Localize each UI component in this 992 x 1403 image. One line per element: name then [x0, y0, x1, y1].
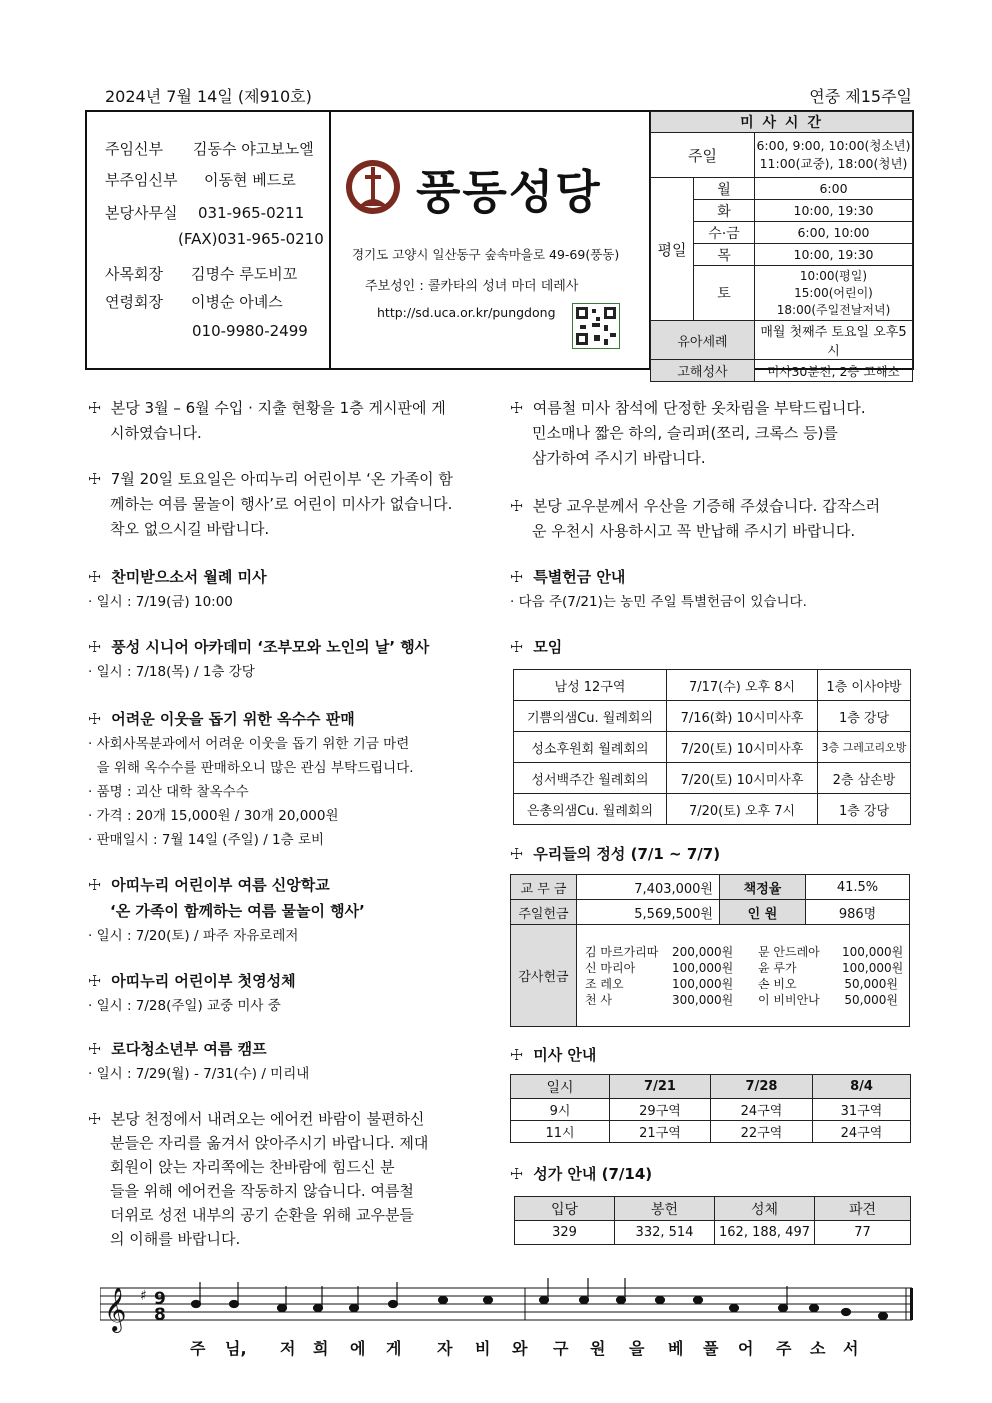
staff-label: 본당사무실: [105, 204, 178, 222]
meeting-time: 7/20(토) 10시미사후: [667, 732, 818, 763]
thanks-amount: 300,000원: [672, 992, 734, 1007]
giving-amount: 5,569,500원: [577, 900, 720, 925]
giving-table: [510, 874, 910, 1027]
church-name: 풍동성당: [416, 165, 602, 219]
church-logo: [343, 158, 403, 216]
hymn-number: 329: [515, 1221, 615, 1245]
svg-text:♯: ♯: [140, 1288, 147, 1304]
notice-line: 께하는 여름 물놀이 행사’로 어린이 미사가 없습니다.: [110, 495, 453, 513]
notice-line: 분들은 자리를 옮겨서 앉아주시기 바랍니다. 제대: [110, 1134, 429, 1152]
notice-paragraph: [88, 396, 493, 446]
hymn-header: 입당: [515, 1197, 615, 1221]
meeting-place: 1층 이사야방: [818, 670, 911, 701]
section: [88, 968, 296, 1018]
thanks-name: 김 마르가리따: [585, 944, 659, 959]
thanks-amount: 50,000원: [844, 992, 898, 1007]
notice-line: 민소매나 짧은 하의, 슬리퍼(쪼리, 크록스 등)를: [532, 424, 838, 442]
cross-icon: ☩: [88, 568, 102, 586]
hymn-number: 162, 188, 497: [715, 1221, 815, 1245]
lyric-syllable: 구: [553, 1339, 569, 1358]
weekday-time: 6:00: [755, 178, 913, 200]
thanks-amount: 100,000원: [842, 944, 904, 959]
mass-district: 21구역: [610, 1121, 711, 1143]
section-item: · 품명 : 괴산 대학 찰옥수수: [88, 784, 249, 800]
cross-icon: ☩: [510, 399, 524, 417]
giving-label: 교 무 금: [511, 875, 577, 900]
saturday-day: 토: [694, 266, 755, 321]
meeting-name: 성서백주간 월례회의: [514, 763, 667, 794]
section: [88, 706, 493, 852]
meeting-place: 2층 삼손방: [818, 763, 911, 794]
saturday-line: 10:00(평일): [799, 268, 868, 283]
lyric-syllable: 소: [810, 1339, 826, 1358]
notice-line: 여름철 미사 참석에 단정한 옷차림을 부탁드립니다.: [532, 399, 866, 417]
lyric-syllable: 비: [475, 1339, 491, 1358]
section-item: · 다음 주(7/21)는 농민 주일 특별헌금이 있습니다.: [510, 594, 807, 610]
section-title: 우리들의 정성 (7/1 ~ 7/7): [533, 845, 721, 863]
meetings-table: [513, 669, 911, 825]
lyric-syllable: 풀: [703, 1339, 719, 1358]
sunday-label: 주일: [651, 133, 755, 178]
section-title: 풍성 시니어 아카데미 ‘조부모와 노인의 날’ 행사: [111, 638, 430, 656]
cross-icon: ☩: [88, 710, 102, 728]
notice-line: 삼가하여 주시기 바랍니다.: [532, 449, 706, 467]
staff-value: 김동수 야고보노엘: [193, 140, 314, 158]
weekday-time: 6:00, 10:00: [755, 222, 913, 244]
section-item: · 일시 : 7/19(금) 10:00: [88, 594, 233, 610]
mass-district: 31구역: [813, 1099, 911, 1121]
saturday-times: [755, 266, 913, 321]
notice-line: 착오 없으시길 바랍니다.: [110, 520, 270, 538]
svg-text:9: 9: [154, 1289, 166, 1309]
section-heading: [510, 1042, 596, 1068]
mass-district: 29구역: [610, 1099, 711, 1121]
lyrics-row: [0, 1336, 992, 1360]
section: [88, 1036, 309, 1086]
church-address: 경기도 고양시 일산동구 숲속마을로 49-69(풍동): [352, 247, 620, 262]
lyric-syllable: 주: [776, 1339, 792, 1358]
thanks-label: 감사헌금: [511, 925, 577, 1027]
thanks-name: 윤 루가: [758, 960, 797, 975]
section-item: · 일시 : 7/18(목) / 1층 강당: [88, 664, 255, 680]
thanks-name: 신 마리아: [585, 960, 636, 975]
staff-value: (FAX)031-965-0210: [178, 230, 324, 248]
section: [88, 564, 267, 614]
notice-line: 회원이 앉는 자리쪽에는 찬바람에 힘드신 분: [110, 1158, 395, 1176]
meeting-place: 3층 그레고리오방: [818, 732, 911, 763]
sunday-line: 6:00, 9:00, 10:00(청소년): [756, 138, 911, 153]
giving-label: 책정율: [720, 875, 806, 900]
mass-time: 11시: [511, 1121, 610, 1143]
weekday-time: 10:00, 19:30: [755, 244, 913, 266]
meeting-name: 성소후원회 월례회의: [514, 732, 667, 763]
notice-line: 들을 위해 에어컨을 작동하지 않습니다. 여름철: [110, 1182, 414, 1200]
weekday-time: 10:00, 19:30: [755, 200, 913, 222]
staff-value: 이동현 베드로: [204, 171, 296, 189]
sunday-line: 11:00(교중), 18:00(청년): [759, 156, 908, 171]
cross-icon: ☩: [510, 568, 524, 586]
baptism-label: 유아세례: [651, 321, 755, 360]
cross-icon: ☩: [510, 845, 524, 863]
lyric-syllable: 자: [437, 1339, 453, 1358]
section-heading: [510, 634, 562, 660]
section: [510, 564, 807, 614]
lyric-syllable: 원: [590, 1339, 606, 1358]
thanks-amount: 50,000원: [844, 976, 898, 991]
section-item: · 가격 : 20개 15,000원 / 30개 20,000원: [88, 808, 339, 824]
lyric-syllable: 베: [668, 1339, 684, 1358]
notice-line: 더위로 성전 내부의 공기 순환을 위해 교우분들: [110, 1206, 414, 1224]
section-title: 성가 안내 (7/14): [533, 1165, 653, 1183]
thanks-amount: 100,000원: [672, 976, 734, 991]
lyric-syllable: 와: [512, 1339, 528, 1358]
lyric-syllable: 어: [738, 1339, 754, 1358]
mass-col-header: 7/28: [711, 1075, 813, 1099]
saturday-line: 15:00(어린이): [794, 285, 873, 300]
confession-value: 미사30분전, 2층 고해소: [755, 360, 913, 382]
notice-line: 본당 3월 – 6월 수입 · 지출 현황을 1층 게시판에 게: [110, 399, 446, 417]
section-title: 미사 안내: [533, 1046, 597, 1064]
cross-icon: ☩: [88, 399, 102, 417]
issue-date: 2024년 7월 14일 (제910호): [105, 87, 312, 106]
staff-value: 010-9980-2499: [192, 322, 308, 340]
cross-icon: ☩: [510, 497, 524, 515]
notice-line: 시하였습니다.: [110, 424, 202, 442]
cross-icon: ☩: [88, 470, 102, 488]
mass-assignment-table: [510, 1074, 911, 1143]
section-title: 아띠누리 어린이부 첫영성체: [111, 972, 296, 990]
cross-icon: ☩: [88, 972, 102, 990]
giving-value: 986명: [806, 900, 910, 925]
cross-icon: ☩: [510, 1165, 524, 1183]
hymn-header: 봉헌: [615, 1197, 715, 1221]
notice-paragraph: [88, 1107, 493, 1251]
staff-value: 031-965-0211: [198, 204, 305, 222]
thanks-name: 조 레오: [585, 976, 624, 991]
meeting-place: 1층 강당: [818, 701, 911, 732]
notice-line: 본당 교우분께서 우산을 기증해 주셨습니다. 갑작스러: [532, 497, 881, 515]
thanks-amount: 200,000원: [672, 944, 734, 959]
mass-time: 9시: [511, 1099, 610, 1121]
thanks-name: 손 비오: [758, 976, 797, 991]
header-divider-1: [329, 110, 331, 370]
notice-line: 의 이해를 바랍니다.: [110, 1230, 241, 1248]
hymn-table: [514, 1196, 911, 1245]
staff-label: 사목회장: [105, 265, 163, 283]
svg-text:𝄞: 𝄞: [104, 1287, 127, 1331]
weekday-day: 수·금: [694, 222, 755, 244]
weekday-day: 화: [694, 200, 755, 222]
section-title: ‘온 가족이 함께하는 여름 물놀이 행사’: [110, 902, 365, 920]
meeting-time: 7/16(화) 10시미사후: [667, 701, 818, 732]
music-staff: [100, 1278, 915, 1333]
notice-line: 7월 20일 토요일은 아띠누리 어린이부 ‘온 가족이 함: [110, 470, 453, 488]
staff-label: 연령회장: [105, 293, 163, 311]
cross-icon: ☩: [88, 638, 102, 656]
section-item: · 일시 : 7/29(월) - 7/31(수) / 미리내: [88, 1066, 310, 1082]
section-title: 찬미받으소서 월례 미사: [111, 568, 267, 586]
section-title: 아띠누리 어린이부 여름 신앙학교: [111, 876, 330, 894]
section-title: 어려운 이웃을 돕기 위한 옥수수 판매: [111, 710, 355, 728]
giving-label: 인 원: [720, 900, 806, 925]
mass-district: 22구역: [711, 1121, 813, 1143]
lyric-syllable: 을: [629, 1339, 645, 1358]
meeting-name: 남성 12구역: [514, 670, 667, 701]
thanks-list: [577, 925, 910, 1027]
thanks-amount: 100,000원: [672, 960, 734, 975]
section-item: · 판매일시 : 7월 14일 (주일) / 1층 로비: [88, 832, 325, 848]
cross-icon: ☩: [88, 1040, 102, 1058]
meeting-time: 7/20(토) 10시미사후: [667, 763, 818, 794]
staff-value: 이병순 아녜스: [191, 293, 283, 311]
staff-label: 주임신부: [105, 140, 163, 158]
church-url[interactable]: http://sd.uca.or.kr/pungdong: [377, 305, 556, 320]
hymn-number: 332, 514: [615, 1221, 715, 1245]
section-title: 로다청소년부 여름 캠프: [111, 1040, 267, 1058]
section: [88, 872, 365, 948]
cross-icon: ☩: [510, 1046, 524, 1064]
confession-label: 고해성사: [651, 360, 755, 382]
notice-line: 본당 천정에서 내려오는 에어컨 바람이 불편하신: [110, 1110, 425, 1128]
meeting-name: 기쁨의샘Cu. 월례회의: [514, 701, 667, 732]
cross-icon: ☩: [510, 638, 524, 656]
thanks-name: 문 안드레아: [758, 944, 820, 959]
meeting-place: 1층 강당: [818, 794, 911, 825]
section-heading: [510, 1161, 652, 1187]
section-item: 을 위해 옥수수를 판매하오니 많은 관심 부탁드립니다.: [88, 760, 414, 776]
section-item: · 일시 : 7/28(주일) 교중 미사 중: [88, 998, 281, 1014]
staff-value: 김명수 루도비꼬: [191, 265, 298, 283]
thanks-row: [585, 976, 909, 992]
lyric-syllable: 님,: [225, 1339, 247, 1358]
weekday-label: 평일: [651, 178, 694, 321]
meeting-name: 은총의샘Cu. 월례회의: [514, 794, 667, 825]
section-title: 모임: [533, 638, 563, 656]
section-heading: [510, 841, 720, 867]
cross-icon: ☩: [88, 1110, 102, 1128]
mass-col-header: 일시: [511, 1075, 610, 1099]
mass-col-header: 8/4: [813, 1075, 911, 1099]
thanks-row: [585, 992, 909, 1008]
section-title: 특별헌금 안내: [533, 568, 626, 586]
lyric-syllable: 에: [350, 1339, 366, 1358]
giving-amount: 7,403,000원: [577, 875, 720, 900]
notice-paragraph: [510, 494, 880, 544]
mass-col-header: 7/21: [610, 1075, 711, 1099]
saturday-line: 18:00(주일전날저녁): [776, 302, 891, 317]
thanks-name: 천 사: [585, 992, 612, 1007]
thanks-row: [585, 960, 909, 976]
lyric-syllable: 주: [190, 1339, 206, 1358]
lyric-syllable: 희: [313, 1339, 329, 1358]
weekday-day: 목: [694, 244, 755, 266]
patron-saint: 주보성인 : 콜카타의 성녀 마더 데레사: [365, 279, 579, 294]
mass-times-table: [650, 111, 913, 382]
thanks-amount: 100,000원: [842, 960, 904, 975]
section-item: · 사회사목분과에서 어려운 이웃을 돕기 위한 기금 마련: [88, 736, 410, 752]
lyric-syllable: 게: [386, 1339, 402, 1358]
hymn-header: 성체: [715, 1197, 815, 1221]
liturgical-week: 연중 제15주일: [809, 87, 912, 106]
meeting-time: 7/20(토) 오후 7시: [667, 794, 818, 825]
cross-icon: ☩: [88, 876, 102, 894]
sunday-times: [755, 133, 913, 178]
section: [88, 634, 429, 684]
section-item: · 일시 : 7/20(토) / 파주 자유로레저: [88, 928, 299, 944]
baptism-value: 매월 첫째주 토요일 오후5시: [755, 321, 913, 360]
giving-value: 41.5%: [806, 875, 910, 900]
notice-line: 운 우천시 사용하시고 꼭 반납해 주시기 바랍니다.: [532, 522, 856, 540]
notice-paragraph: [88, 467, 493, 542]
giving-label: 주일헌금: [511, 900, 577, 925]
thanks-name: 이 비비안나: [758, 992, 820, 1007]
meeting-time: 7/17(수) 오후 8시: [667, 670, 818, 701]
thanks-row: [585, 944, 909, 960]
mass-district: 24구역: [813, 1121, 911, 1143]
notice-paragraph: [510, 396, 866, 471]
hymn-number: 77: [815, 1221, 911, 1245]
mass-district: 24구역: [711, 1099, 813, 1121]
qr-code-icon: [572, 303, 620, 349]
svg-text:8: 8: [154, 1305, 166, 1325]
weekday-day: 월: [694, 178, 755, 200]
lyric-syllable: 저: [280, 1339, 296, 1358]
staff-label: 부주임신부: [105, 171, 178, 189]
hymn-header: 파견: [815, 1197, 911, 1221]
lyric-syllable: 서: [843, 1339, 859, 1358]
mass-title: 미 사 시 간: [651, 112, 913, 133]
